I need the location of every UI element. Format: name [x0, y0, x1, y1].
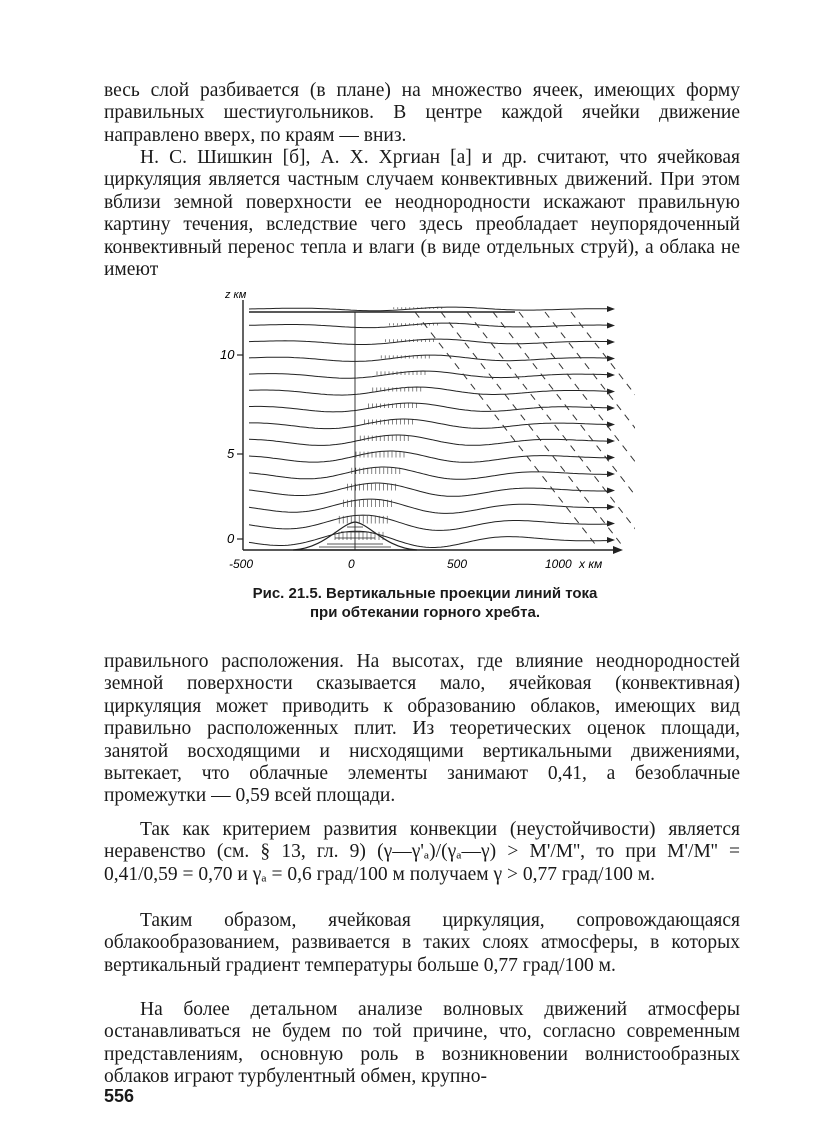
y-tick-5: 5 — [227, 446, 235, 461]
paragraph-3: правильного расположения. На высотах, где влияние неоднородностей земной поверхности сказывается мало, ячейковая (конвективная) циркуляция может приводить к образованию облаков, имеющих вид правильно расположенных плит. Из теоретических оценок площади, занятой восходящими и нисходящими вертикальными движениями, вытекает, что облачные элементы занимают 0,41, а безоблачные промежутки — 0,59 всей площади. — [104, 651, 740, 807]
streamline — [249, 323, 612, 328]
paragraph-5: Таким образом, ячейковая циркуляция, сопровождающаяся облакообразованием, развивается в таких слоях атмосферы, в которых вертикальный градиент температуры больше 0,77 град/100 м. — [104, 910, 740, 976]
streamlines-group — [249, 306, 635, 548]
y-axis-label: z км — [225, 289, 247, 301]
figure-caption — [215, 584, 635, 622]
streamline-arrow — [607, 389, 615, 395]
streamline-figure — [215, 282, 635, 572]
streamline — [249, 307, 612, 311]
page-number: 556 — [104, 1086, 135, 1106]
caption-line-2: при обтекании горного хребта. — [310, 604, 540, 621]
streamline — [249, 355, 612, 361]
streamline-arrow — [607, 521, 615, 527]
streamline — [249, 403, 612, 412]
streamline-arrow — [607, 504, 615, 510]
streamline — [249, 435, 612, 445]
streamline-arrow — [607, 405, 615, 411]
streamline — [249, 499, 612, 513]
streamline — [249, 531, 612, 547]
x-tick-500: 500 — [447, 557, 468, 571]
streamline-arrow — [607, 306, 615, 312]
streamline-arrow — [607, 323, 615, 329]
streamline — [249, 339, 612, 344]
paragraph-6: На более детальном анализе волновых движений атмосферы останавливаться не будем по той причине, что, согласно современным представлениям, основную роль в возникновении волнистообразных облаков играют турбулентный обмен, крупно- — [104, 999, 740, 1088]
streamline — [249, 387, 612, 395]
x-unit-label: x км — [579, 557, 603, 571]
streamline-arrow — [607, 471, 615, 477]
dashed-phase-line — [571, 312, 635, 544]
x-tick-0: 0 — [348, 557, 355, 571]
x-tick-1000: 1000 — [545, 557, 572, 571]
streamline-arrow — [607, 537, 615, 543]
streamline — [249, 419, 612, 429]
streamline-arrow — [607, 488, 615, 494]
paragraph-1: весь слой разбивается (в плане) на множество ячеек, имеющих форму правильных шестиугольников. В центре каждой ячейки движение направлено вверх, по краям — вниз. — [104, 80, 740, 146]
streamline — [249, 467, 612, 479]
streamline — [249, 371, 612, 378]
dashed-phase-line — [545, 312, 635, 544]
x-axis-arrow — [613, 546, 623, 554]
streamline — [249, 483, 612, 496]
dashed-phase-line — [493, 312, 635, 544]
y-tick-0: 0 — [227, 531, 235, 546]
streamline-arrow — [607, 339, 615, 345]
y-tick-10: 10 — [220, 347, 235, 362]
paragraph-4: Так как критерием развития конвекции (неустойчивости) является неравенство (см. § 13, гл. 9) (γ—γ'ₐ)/(γₐ—γ) > M'/M'', то при M'/M'' = 0,41/0,59 = 0,70 и γₐ = 0,6 град/100 м получаем γ > 0,77 град/100 м. — [104, 819, 740, 885]
streamline-arrow — [607, 455, 615, 461]
dashed-phase-line — [519, 312, 635, 544]
dashed-phase-line — [415, 312, 595, 544]
caption-line-1: Рис. 21.5. Вертикальные проекции линий тока — [252, 585, 598, 602]
streamline — [249, 451, 612, 462]
streamline-diagram — [215, 282, 635, 572]
streamline — [249, 515, 612, 530]
x-tick-minus500: -500 — [229, 557, 254, 571]
streamline-arrow — [607, 372, 615, 378]
paragraph-2: Н. С. Шишкин [б], А. Х. Хргиан [а] и др. считают, что ячейковая циркуляция является частным случаем конвективных движений. При этом вблизи земной поверхности ее неоднородности искажают правильную картину течения, вследствие чего здесь преобладает неупорядоченный конвективный перенос тепла и влаги (в виде отдельных струй), а облака не имеют — [104, 147, 740, 281]
streamline-arrow — [607, 438, 615, 444]
streamline-arrow — [607, 356, 615, 362]
